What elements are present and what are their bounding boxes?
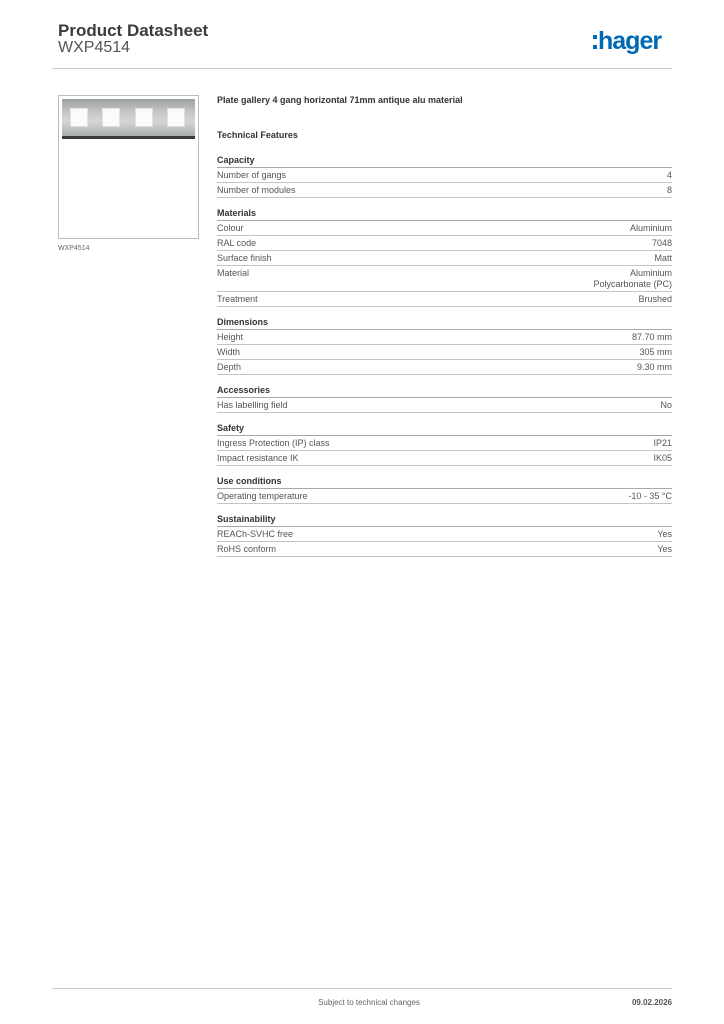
- spec-value: [630, 223, 672, 234]
- page-title: Product Datasheet: [58, 21, 209, 40]
- section-title: Materials: [217, 208, 672, 221]
- spec-value-line: Matt: [654, 253, 672, 263]
- spec-section: [217, 385, 672, 413]
- spec-value-line: Aluminium: [629, 223, 672, 233]
- spec-section: [217, 423, 672, 466]
- spec-value: [637, 362, 672, 373]
- section-title: Use conditions: [217, 476, 672, 489]
- spec-label: Operating temperature: [217, 491, 308, 501]
- spec-value: [653, 438, 672, 449]
- spec-row: [217, 292, 672, 307]
- spec-value: [657, 529, 672, 540]
- spec-value: [632, 332, 672, 343]
- spec-value-line: 87.70 mm: [631, 332, 672, 342]
- spec-value-line: IP21: [653, 438, 672, 448]
- spec-row: [217, 266, 672, 292]
- spec-label: Impact resistance IK: [217, 453, 299, 463]
- spec-value-line: 305 mm: [639, 347, 672, 357]
- spec-row: [217, 345, 672, 360]
- header-divider: [52, 68, 672, 69]
- spec-row: [217, 251, 672, 266]
- spec-value-line: 8: [666, 185, 672, 195]
- spec-label: Width: [217, 347, 241, 357]
- spec-content: [217, 95, 672, 557]
- spec-row: [217, 542, 672, 557]
- spec-label: RAL code: [217, 238, 257, 248]
- product-description: Plate gallery 4 gang horizontal 71mm antique alu material: [217, 95, 463, 105]
- spec-value-line: Aluminium: [629, 268, 672, 278]
- footer-divider: [52, 988, 672, 989]
- spec-label: Number of gangs: [217, 170, 287, 180]
- image-caption: WXP4514: [58, 245, 90, 252]
- spec-section: [217, 514, 672, 557]
- spec-sections: [217, 155, 672, 557]
- spec-value-line: -10 - 35 °C: [628, 491, 672, 501]
- spec-value-line: Yes: [657, 544, 672, 554]
- section-title: Safety: [217, 423, 672, 436]
- spec-row: [217, 236, 672, 251]
- hager-logo: [593, 29, 661, 57]
- spec-row: [217, 451, 672, 466]
- spec-value-line: Yes: [657, 529, 672, 539]
- spec-value: [593, 268, 672, 290]
- spec-row: [217, 168, 672, 183]
- spec-value: [660, 400, 672, 411]
- section-title: Sustainability: [217, 514, 672, 527]
- spec-value-line: IK05: [653, 453, 672, 463]
- product-code: WXP4514: [58, 39, 131, 56]
- spec-value: [628, 491, 672, 502]
- spec-row: [217, 221, 672, 236]
- spec-value-line: 9.30 mm: [636, 362, 672, 372]
- spec-section: [217, 476, 672, 504]
- section-title: Dimensions: [217, 317, 672, 330]
- spec-label: Ingress Protection (IP) class: [217, 438, 330, 448]
- spec-value: [667, 185, 672, 196]
- spec-label: Number of modules: [217, 185, 296, 195]
- section-title: Capacity: [217, 155, 672, 168]
- spec-value: [653, 453, 672, 464]
- technical-features-heading: Technical Features: [217, 130, 298, 140]
- spec-row: [217, 360, 672, 375]
- spec-value: [638, 294, 672, 305]
- spec-value: [657, 544, 672, 555]
- spec-label: REACh-SVHC free: [217, 529, 294, 539]
- spec-row: [217, 436, 672, 451]
- section-title: Accessories: [217, 385, 672, 398]
- spec-label: Treatment: [217, 294, 258, 304]
- spec-section: [217, 155, 672, 198]
- spec-value-line: No: [660, 400, 672, 410]
- spec-label: Depth: [217, 362, 242, 372]
- logo-colon-icon: [593, 35, 597, 49]
- spec-label: RoHS conform: [217, 544, 277, 554]
- footer-note: Subject to technical changes: [318, 998, 420, 1007]
- spec-section: [217, 317, 672, 375]
- product-image: [58, 95, 199, 239]
- spec-value: [652, 238, 672, 249]
- spec-section: [217, 208, 672, 307]
- spec-row: [217, 398, 672, 413]
- spec-label: Surface finish: [217, 253, 272, 263]
- spec-value-line: Polycarbonate (PC): [593, 279, 672, 289]
- spec-value-line: 4: [666, 170, 672, 180]
- footer-date: 09.02.2026: [631, 998, 672, 1007]
- spec-value: [654, 253, 672, 264]
- spec-value: [639, 347, 672, 358]
- spec-value: [667, 170, 672, 181]
- spec-label: Height: [217, 332, 244, 342]
- spec-value-line: Brushed: [638, 294, 672, 304]
- spec-label: Material: [217, 268, 250, 278]
- spec-label: Colour: [217, 223, 244, 233]
- switch-plate-illustration: [62, 99, 195, 139]
- spec-row: [217, 527, 672, 542]
- logo-text: hager: [598, 27, 662, 55]
- spec-value-line: 7048: [651, 238, 672, 248]
- spec-label: Has labelling field: [217, 400, 288, 410]
- spec-row: [217, 330, 672, 345]
- spec-row: [217, 183, 672, 198]
- spec-row: [217, 489, 672, 504]
